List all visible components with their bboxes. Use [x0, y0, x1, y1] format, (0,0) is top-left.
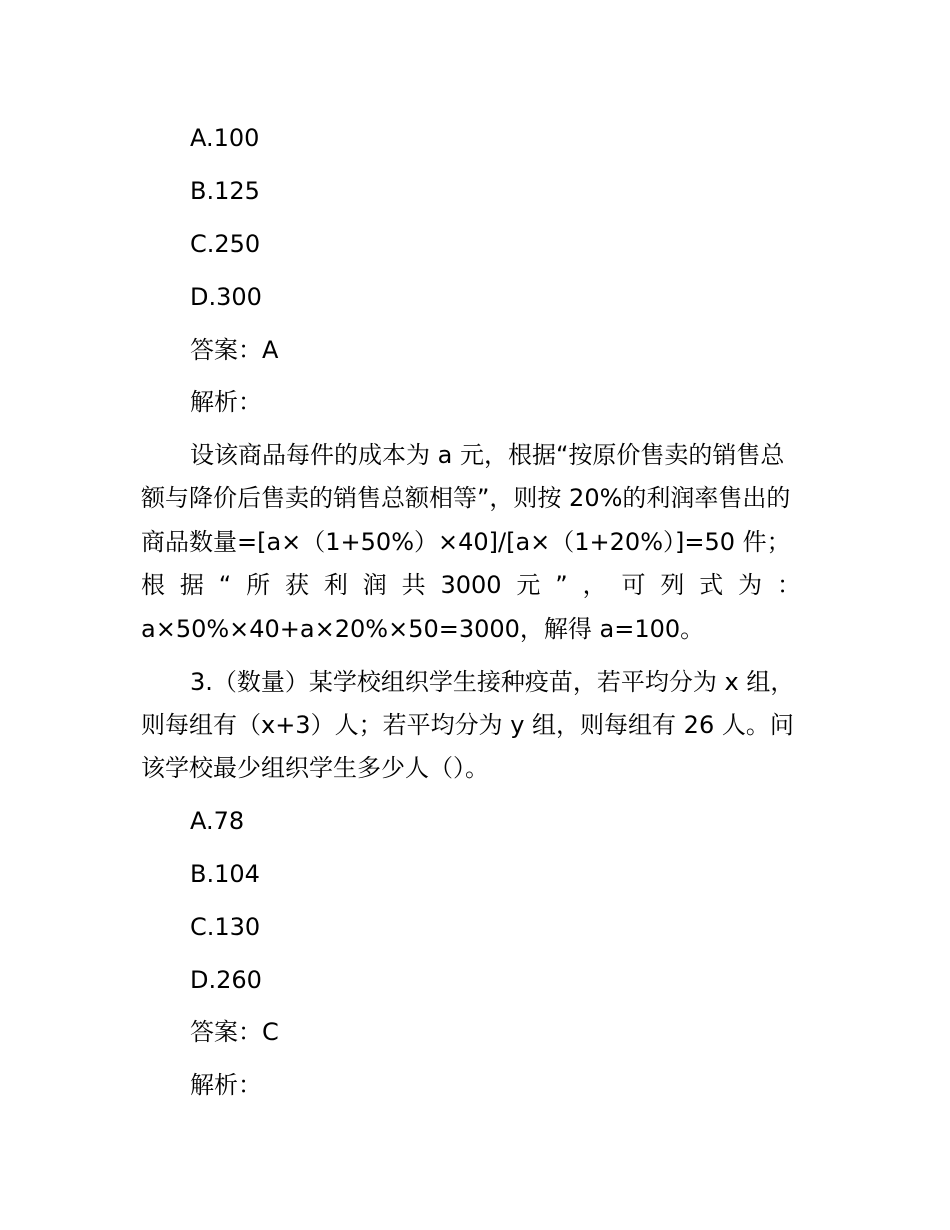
explanation-word: ： [776, 571, 801, 599]
explanation-word: 据 [179, 571, 204, 599]
explanation-line-4 [141, 570, 801, 600]
explanation-line-3: 商品数量=[a×（1+50%）×40]/[a×（1+20%）]=50 件； [141, 528, 791, 556]
question-3-line-2: 则每组有（x+3）人；若平均分为 y 组，则每组有 26 人。问 [141, 711, 794, 739]
q3-option-c: C.130 [190, 913, 261, 941]
q3-answer: 答案：C [190, 1018, 279, 1046]
option-c: C.250 [190, 230, 261, 258]
question-3-line-1: 3.（数量）某学校组织学生接种疫苗，若平均分为 x 组， [190, 668, 795, 696]
question-3-line-3: 该学校最少组织学生多少人（）。 [141, 754, 489, 782]
answer: 答案：A [190, 336, 279, 364]
explanation-word: “ [218, 571, 232, 599]
explanation-word: 获 [284, 571, 309, 599]
explanation-word: ” [555, 571, 568, 599]
explanation-word: 所 [246, 571, 271, 599]
explanation-word: 为 [738, 571, 763, 599]
option-a: A.100 [190, 124, 260, 152]
explanation-word: 元 [516, 571, 541, 599]
q3-option-d: D.260 [190, 966, 262, 994]
option-d: D.300 [190, 283, 262, 311]
explanation-word: 式 [699, 571, 724, 599]
explanation-word: 列 [660, 571, 685, 599]
q3-analysis-label: 解析： [190, 1071, 262, 1099]
explanation-line-1: 设该商品每件的成本为 a 元，根据“按原价售卖的销售总 [190, 441, 785, 469]
option-b: B.125 [190, 177, 260, 205]
analysis-label: 解析： [190, 388, 262, 416]
q3-option-a: A.78 [190, 807, 245, 835]
q3-option-b: B.104 [190, 860, 260, 888]
explanation-word: 根 [141, 571, 165, 599]
explanation-word: 共 [401, 571, 426, 599]
explanation-line-2: 额与降价后售卖的销售总额相等”，则按 20%的利润率售出的 [141, 484, 791, 512]
explanation-word: 可 [621, 571, 646, 599]
explanation-word: 3000 [440, 571, 502, 599]
explanation-word: 利 [323, 571, 348, 599]
explanation-word: ， [582, 571, 607, 599]
explanation-word: 润 [362, 571, 387, 599]
explanation-line-5: a×50%×40+a×20%×50=3000，解得 a=100。 [141, 615, 705, 643]
